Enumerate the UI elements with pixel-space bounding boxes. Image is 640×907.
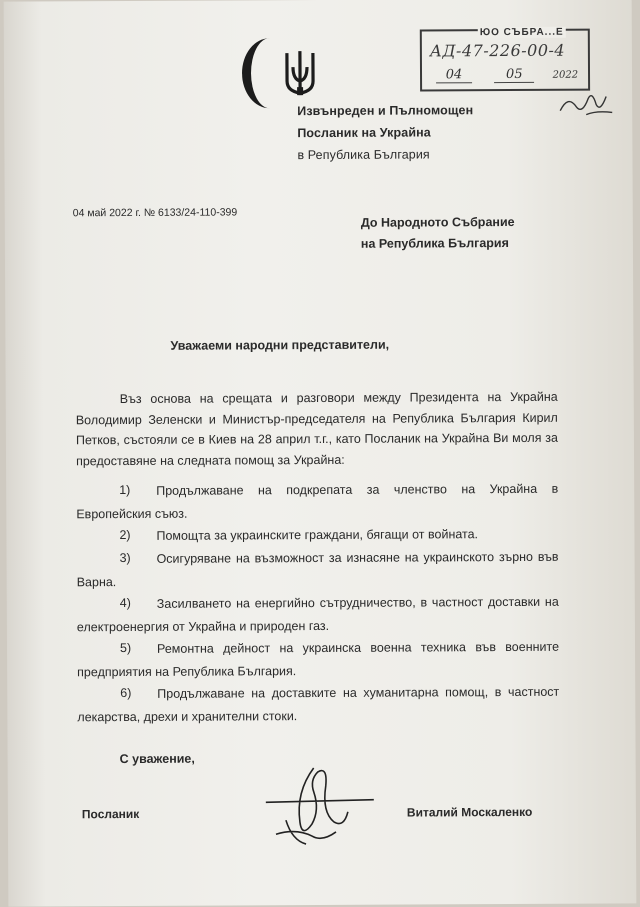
item-number-4: 4)	[119, 595, 131, 611]
signatory-title: Посланик	[81, 806, 140, 822]
item-number-2: 2)	[119, 527, 131, 543]
item-number-6: 6)	[120, 685, 132, 701]
item-number-5: 5)	[119, 640, 132, 656]
item-text-5: Ремонтна дейност на украинска военна техника във военните предприятия на Република България.	[77, 639, 560, 679]
stamp-title: ЮО СЪБРА...Е	[479, 26, 564, 39]
stamp-date	[436, 67, 578, 84]
stamp-day: 04	[436, 67, 472, 83]
item-text-6: Продължаване на доставките на хуманитарна помощ, в частност лекарства, дрехи и хранителни стоки.	[77, 684, 560, 724]
letterhead-line-2: Посланик на Украйна	[297, 125, 431, 141]
closing: С уважение,	[119, 751, 195, 767]
salutation: Уважаеми народни представители,	[170, 337, 390, 353]
signatory-name: Виталий Москаленко	[406, 804, 533, 820]
letterhead-line-3: в Република България	[297, 147, 430, 163]
intro-paragraph: Въз основа на срещата и разговори между Президента на Украйна Володимир Зеленски и Министър-председателя на Република България Кирил Петков, състояли се в Киев на 28 април т.г., като Посланик на Украйна Ви моля за предоставяне на следната помощ за Украйна:	[75, 389, 558, 468]
recipient-line-1: До Народното Събрание	[360, 214, 515, 230]
item-number-1: 1)	[119, 482, 131, 498]
item-number-3: 3)	[119, 550, 131, 566]
item-text-2: Помощта за украинските граждани, бягащи от войната.	[156, 527, 479, 543]
stamp-number: АД-47-226-00-4	[429, 40, 566, 61]
recipient-line-2: на Република България	[360, 236, 509, 251]
letter-page	[4, 0, 637, 907]
registration-stamp	[420, 26, 590, 92]
item-text-4: Засилването на енергийно сътрудничество, в частност доставки на електроенергия от Украйна и природен газ.	[76, 594, 559, 634]
item-text-1: Продължаване на подкрепата за членство на Украйна в Европейския съюз.	[76, 481, 559, 521]
reference-number: 04 май 2022 г. № 6133/24-110-399	[72, 206, 238, 220]
item-text-3: Осигуряване на възможност за изнасяне на украинското зърно във Варна.	[76, 549, 559, 589]
signature-image	[256, 762, 386, 853]
trident-icon	[279, 47, 321, 99]
letterhead-line-1: Извънреден и Пълномощен	[297, 103, 474, 119]
stamp-year: 2022	[552, 69, 579, 81]
stamp-month: 05	[494, 67, 534, 83]
handwritten-initials	[556, 84, 616, 124]
